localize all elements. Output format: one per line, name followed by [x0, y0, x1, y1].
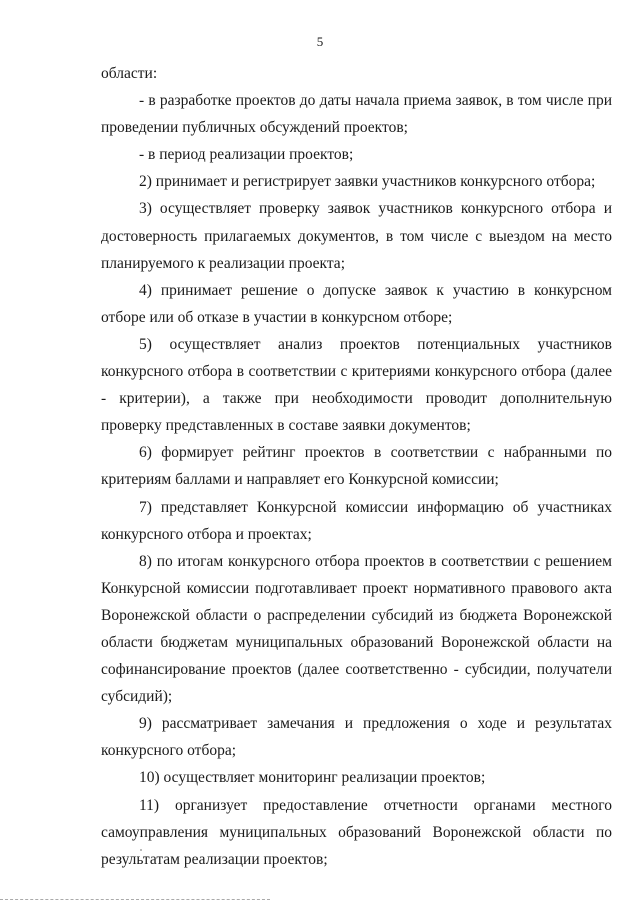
paragraph-item-3: 3) осуществляет проверку заявок участников конкурсного отбора и достоверность прилагаемых документов, в том числе с выездом на место планируемого к реализации проекта; [101, 200, 612, 272]
paragraph-item-9: 9) рассматривает замечания и предложения о ходе и результатах конкурсного отбора; [101, 715, 612, 760]
paragraph-item-4: 4) принимает решение о допуске заявок к участию в конкурсном отборе или об отказе в участии в конкурсном отборе; [101, 281, 612, 326]
paragraph-item-8: 8) по итогам конкурсного отбора проектов в соответствии с решением Конкурсной комиссии подготавливает проект нормативного правового акта Воронежской области о распределении субсидий из бюджета Воронежской области бюджетам муниципальных образований Воронежской области на софинансирование проектов (далее соответственно - субсидии, получатели субсидий); [101, 552, 612, 706]
document-body [101, 60, 612, 873]
paragraph-item-11: 11) организует предоставление отчетности органами местного самоуправления муниципальных образований Воронежской области по результатам реализации проектов; [101, 796, 612, 868]
paragraph-item-6: 6) формирует рейтинг проектов в соответствии с набранными по критериям баллами и направляет его Конкурсной комиссии; [101, 444, 612, 489]
paragraph-item-10: 10) осуществляет мониторинг реализации проектов; [139, 769, 486, 787]
paragraph-item-2: 2) принимает и регистрирует заявки участников конкурсного отбора; [139, 173, 596, 191]
scan-edge-line [0, 899, 270, 900]
paragraph-list-item-implementation: - в период реализации проектов; [139, 146, 354, 164]
scan-speck [140, 849, 142, 851]
paragraph-item-7: 7) представляет Конкурсной комиссии информацию об участниках конкурсного отбора и проектах; [101, 498, 612, 543]
paragraph-list-item-development: - в разработке проектов до даты начала приема заявок, в том числе при проведении публичных обсуждений проектов; [101, 92, 612, 137]
page-number: 5 [316, 34, 324, 49]
paragraph-region-end: области: [101, 65, 158, 82]
paragraph-item-5: 5) осуществляет анализ проектов потенциальных участников конкурсного отбора в соответствии с критериями конкурсного отбора (далее - критерии), а также при необходимости проводит дополнительную проверку представленных в составе заявки документов; [101, 335, 612, 435]
